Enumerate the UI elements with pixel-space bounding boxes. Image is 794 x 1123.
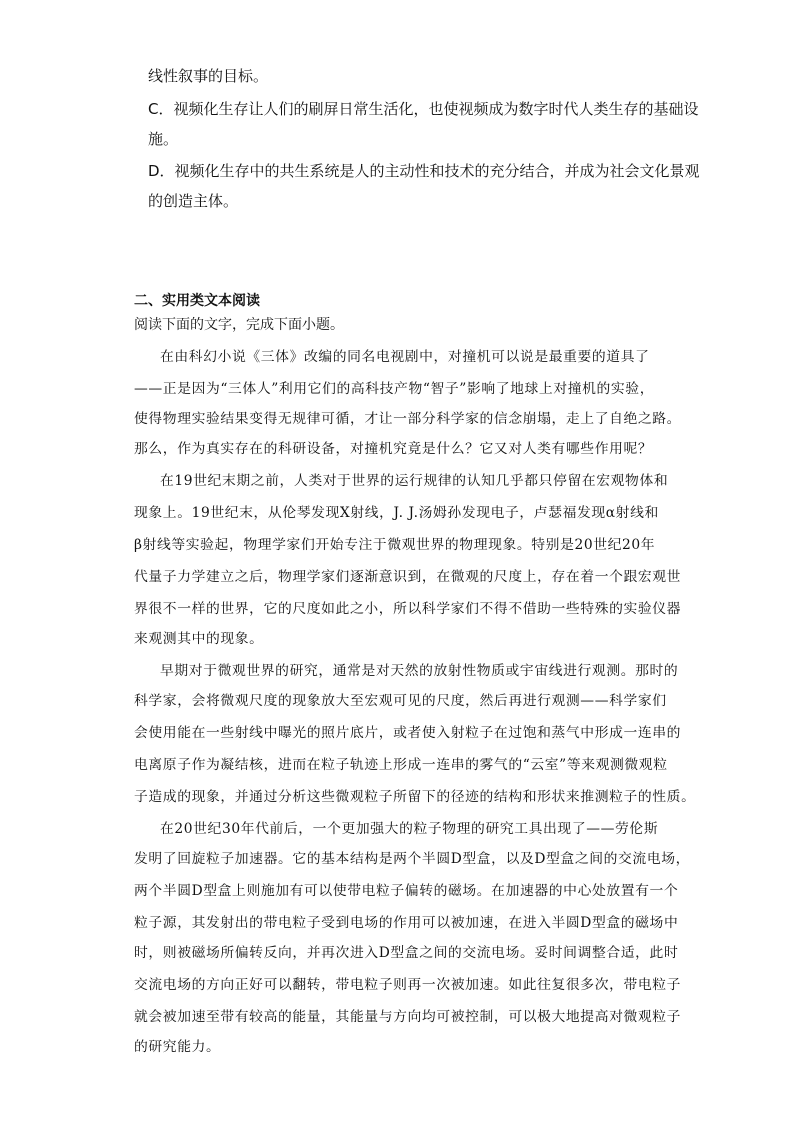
article-line: 来观测其中的现象。 — [134, 631, 264, 647]
article-line: 早期对于微观世界的研究，通常是对天然的放射性物质或宇宙线进行观测。那时的 — [160, 663, 679, 679]
article-line: 发明了回旋粒子加速器。它的基本结构是两个半圆D型盒，以及D型盒之间的交流电场， — [134, 851, 691, 867]
article-line: 现象上。19世纪末，从伦琴发现X射线，J. J.汤姆孙发现电子，卢瑟福发现α射线和 — [134, 505, 659, 521]
article-line: 在19世纪末期之前，人类对于世界的运行规律的认知几乎都只停留在宏观物体和 — [160, 473, 669, 489]
section-instruction: 阅读下面的文字，完成下面小题。 — [134, 317, 344, 333]
article-line: 会使用能在一些射线中曝光的照片底片，或者使入射粒子在过饱和蒸气中形成一连串的 — [134, 725, 682, 741]
article-line: 那么，作为真实存在的科研设备，对撞机究竟是什么？它又对人类有哪些作用呢？ — [134, 441, 653, 457]
article-line: 交流电场的方向正好可以翻转，带电粒子则再一次被加速。如此往复很多次，带电粒子 — [134, 977, 682, 993]
article-line: ——正是因为“三体人”利用它们的高科技产物“智子”影响了地球上对撞机的实验， — [134, 381, 655, 397]
option-text-line: 线性叙事的目标。 — [148, 67, 269, 85]
option-c-line-2: 施。 — [148, 130, 179, 148]
article-line: 粒子源，其发射出的带电粒子受到电场的作用可以被加速，在进入半圆D型盒的磁场中 — [134, 915, 679, 931]
article-line: 在20世纪30年代前后，一个更加强大的粒子物理的研究工具出现了——劳伦斯 — [160, 821, 659, 837]
article-line: 界很不一样的世界，它的尺度如此之小，所以科学家们不得不借助一些特殊的实验仪器 — [134, 601, 682, 617]
option-d-line-1: D．视频化生存中的共生系统是人的主动性和技术的充分结合，并成为社会文化景观 — [148, 162, 700, 180]
option-d-line-2: 的创造主体。 — [148, 192, 239, 210]
article-line: 电离原子作为凝结核，进而在粒子轨迹上形成一连串的雾气的“云室”等来观测微观粒 — [134, 757, 668, 773]
article-line: 就会被加速至带有较高的能量，其能量与方向均可被控制，可以极大地提高对微观粒子 — [134, 1009, 682, 1025]
article-line: 子造成的现象，并通过分析这些微观粒子所留下的径迹的结构和形状来推测粒子的性质。 — [134, 789, 696, 805]
section-heading: 二、实用类文本阅读 — [134, 293, 260, 309]
article-line: β射线等实验起，物理学家们开始专注于微观世界的物理现象。特别是20世纪20年 — [134, 537, 656, 553]
article-line: 时，则被磁场所偏转反向，并再次进入D型盒之间的交流电场。妥时间调整合适，此时 — [134, 945, 679, 961]
article-line: 代量子力学建立之后，物理学家们逐渐意识到，在微观的尺度上，存在着一个跟宏观世 — [134, 569, 682, 585]
option-c-line-1: C．视频化生存让人们的刷屏日常生活化，也使视频成为数字时代人类生存的基础设 — [148, 100, 699, 118]
article-line: 两个半圆D型盒上则施加有可以使带电粒子偏转的磁场。在加速器的中心处放置有一个 — [134, 883, 679, 899]
article-line: 在由科幻小说《三体》改编的同名电视剧中，对撞机可以说是最重要的道具了 — [160, 349, 650, 365]
article-line: 科学家，会将微观尺度的现象放大至宏观可见的尺度，然后再进行观测——科学家们 — [134, 693, 667, 709]
article-line: 使得物理实验结果变得无规律可循，才让一部分科学家的信念崩塌，走上了自绝之路。 — [134, 411, 682, 427]
article-line: 的研究能力。 — [134, 1039, 221, 1055]
